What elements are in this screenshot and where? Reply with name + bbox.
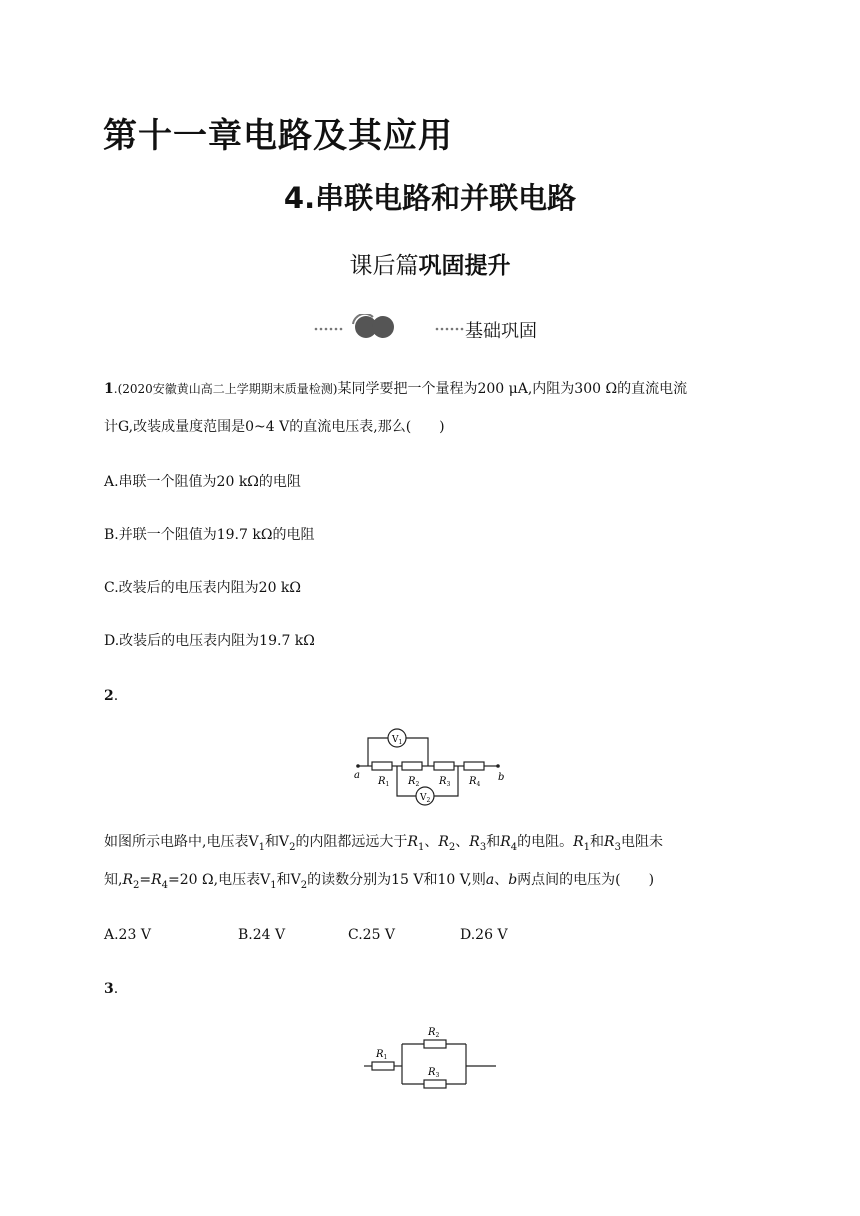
q2-t3: 的内阻都远远大于 (295, 834, 408, 850)
q2-l2c: =20 Ω,电压表V (168, 872, 271, 888)
q3-label-r1 (375, 1049, 387, 1061)
section-title: 4.串联电路和并联电路 (283, 181, 577, 215)
q1-number: 1 (104, 381, 114, 397)
q2-r1b-inline: R (573, 834, 584, 850)
q1-option-c: C.改装后的电压表内阻为20 kΩ (104, 580, 302, 596)
q2-label-b: b (498, 772, 505, 783)
q2-r2c-inline: R (122, 872, 133, 888)
q2-label-r1 (377, 776, 389, 788)
q2-t2-sub: 2 (289, 841, 296, 853)
q2-r4-letter: R (469, 776, 477, 787)
q2-circuit-figure (352, 724, 512, 808)
q1-source: .(2020安徽黄山高二上学期期末质量检测) (113, 382, 338, 396)
q2-r2-inline: R (438, 834, 449, 850)
q3-r3-sub: 3 (435, 1072, 440, 1079)
q1-option-a: A.串联一个阻值为20 kΩ的电阻 (104, 474, 301, 490)
q1-line2: 计G,改装成量度范围是0~4 V的直流电压表,那么( ) (104, 419, 445, 435)
subtitle-plain: 课后篇 (349, 253, 419, 279)
q2-t9: 电阻未 (620, 834, 663, 850)
q3-number (104, 979, 118, 999)
q2-r4-sub: 4 (476, 781, 481, 788)
q1-option-d: D.改装后的电压表内阻为19.7 kΩ (104, 633, 315, 649)
q2-t7: 的电阻。 (517, 834, 574, 850)
q2-t1: 如图所示电路中,电压表V (104, 834, 259, 850)
subtitle-bold: 巩固提升 (418, 253, 511, 279)
q2-t6: 和 (486, 834, 501, 850)
q2-l2e: 的读数分别为15 V和10 V,则 (307, 872, 486, 888)
q2-dot: . (113, 688, 119, 704)
q2-b-inline: b (508, 872, 518, 888)
q2-t8: 和 (590, 834, 605, 850)
q2-label-v1 (391, 735, 402, 746)
q2-r3-sub: 3 (446, 781, 451, 788)
q2-r3b-inline: R (604, 834, 615, 850)
q2-label-r4 (468, 776, 481, 788)
q2-num: 2 (104, 688, 114, 704)
q2-label-a: a (354, 770, 360, 781)
q2-t4: 、 (424, 834, 439, 850)
q2-a-inline: a (485, 872, 495, 888)
q2-r3b-inline-sub: 3 (614, 841, 621, 853)
q2-text-line1 (104, 832, 663, 858)
divider-label: 基础巩固 (465, 321, 537, 342)
q2-r3-letter: R (439, 776, 447, 787)
q3-label-r3 (427, 1067, 440, 1079)
q2-text-line2 (104, 870, 654, 896)
q3-r1-sub: 1 (383, 1054, 388, 1061)
q2-r1-sub: 1 (385, 781, 390, 788)
q3-label-r2 (427, 1027, 440, 1039)
q2-r1-inline-sub: 1 (417, 841, 425, 853)
q2-label-r3 (438, 776, 451, 788)
q2-r4c-inline: R (151, 872, 162, 888)
q2-label-r2 (407, 776, 420, 788)
q3-circuit-figure (360, 1024, 500, 1090)
q2-option-c: C.25 V (348, 927, 396, 943)
q2-r1b-inline-sub: 1 (583, 841, 591, 853)
q2-l2b: = (139, 872, 152, 888)
q3-dot: . (113, 981, 119, 997)
q2-t5: 、 (455, 834, 470, 850)
q2-l2f: 、 (494, 872, 509, 888)
q2-option-b: B.24 V (238, 927, 286, 943)
q2-v1-letter: V (392, 735, 399, 745)
q2-r2-sub: 2 (415, 781, 420, 788)
subtitle (0, 247, 860, 280)
q2-l2d-sub: 2 (300, 879, 308, 891)
q3-r3-letter: R (428, 1067, 436, 1078)
q3-r2-letter: R (428, 1027, 436, 1038)
q2-r1-inline: R (407, 834, 418, 850)
q2-r4-inline: R (500, 834, 511, 850)
q3-r2-sub: 2 (435, 1032, 440, 1039)
q2-r4-inline-sub: 4 (510, 841, 518, 853)
q1-option-b: B.并联一个阻值为19.7 kΩ的电阻 (104, 527, 315, 543)
q2-l2g: 两点间的电压为( ) (517, 872, 655, 888)
q2-l2d: 和V (276, 872, 301, 888)
section-divider (313, 314, 553, 344)
q2-r3-inline-sub: 3 (479, 841, 487, 853)
chapter-title: 第十一章电路及其应用 (103, 116, 453, 156)
q1-line1 (104, 379, 824, 399)
q2-r2-inline-sub: 2 (448, 841, 456, 853)
q2-label-v2 (419, 793, 431, 804)
q2-r1-letter: R (378, 776, 386, 787)
q2-l2c-sub: 1 (270, 879, 277, 891)
q2-v1-sub: 1 (398, 739, 403, 746)
q3-num: 3 (104, 981, 114, 997)
q2-l2a: 知, (104, 872, 123, 888)
q2-r2-letter: R (408, 776, 416, 787)
q2-number (104, 686, 118, 706)
q2-t1-sub: 1 (258, 841, 265, 853)
q2-r3-inline: R (469, 834, 480, 850)
q1-text: 某同学要把一个量程为200 μA,内阻为300 Ω的直流电流 (337, 381, 688, 397)
q2-v2-sub: 2 (426, 797, 431, 804)
q2-v2-letter: V (420, 793, 427, 803)
q2-r4c-inline-sub: 4 (161, 879, 169, 891)
q3-r1-letter: R (376, 1049, 384, 1060)
q2-option-d: D.26 V (460, 927, 508, 943)
q2-t2: 和V (264, 834, 290, 850)
q2-r2c-inline-sub: 2 (133, 879, 140, 891)
q2-option-a: A.23 V (104, 927, 151, 943)
